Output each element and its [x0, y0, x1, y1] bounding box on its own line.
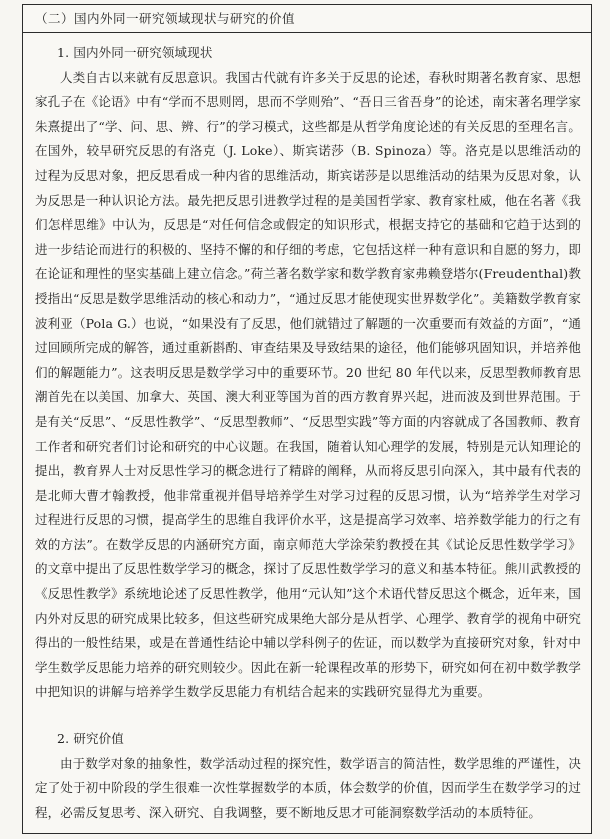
subsection-heading-value: 2. 研究价值	[57, 731, 124, 747]
subsection-heading-status: 1. 国内外同一研究领域现状	[57, 45, 213, 60]
document-body	[35, 41, 581, 825]
paragraph-status: 人类自古以来就有反思意识。我国古代就有许多关于反思的论述，春秋时期著名教育家、思想家孔子在《论语》中有“学而不思则罔，思而不学则殆”、“吾日三省吾身”的论述，南宋著名理学家朱熹提出了“学、问、思、辨、行”的学习模式，这些都是从哲学角度论述的有关反思的至理名言。在国外，较早研究反思的有洛克（J. Loke）、斯宾诺莎（B. Spinoza）等。洛克是以思维活动的过程为反思对象，把反思看成一种内省的思维活动，斯宾诺莎是以思维活动的结果为反思对象，认为反思是一种认识论方法。最先把反思引进教学过程的是美国哲学家、教育家杜威，他在名著《我们怎样思维》中认为，反思是“对任何信念或假定的知识形式，根据支持它的基础和它趋于达到的进一步结论而进行的积极的、坚持不懈的和仔细的考虑，它包括这样一种有意识和自愿的努力，即在论证和理性的坚实基础上建立信念。”荷兰著名数学家和数学教育家弗赖登塔尔(Freudenthal)教授指出“反思是数学思维活动的核心和动力”，“通过反思才能使现实世界数学化”。美籍数学教育家波利亚（Pola G.）也说，“如果没有了反思，他们就错过了解题的一次重要而有效益的方面”，“通过回顾所完成的解答，通过重新斟酌、审查结果及导致结果的途径，他们能够巩固知识，并培养他们的解题能力”。这表明反思是数学学习中的重要环节。20 世纪 80 年代以来，反思型教师教育思潮首先在以美国、加拿大、英国、澳大利亚等国为首的西方教育界兴起，进而波及到世界范围。于是有关“反思”、“反思性教学”、“反思型教师”、“反思型实践”等方面的内容就成了各国教师、教育工作者和研究者们讨论和研究的中心议题。在我国，随着认知心理学的发展，特别是元认知理论的提出，教育界人士对反思性学习的概念进行了精辟的阐释，从而将反思引向深入，其中最有代表的是北师大曹才翰教授，他非常重视并倡导培养学生对学习过程的反思习惯，认为“培养学生对学习过程进行反思的习惯，提高学生的思维自我评价水平，这是提高学习效率、培养数学能力的行之有效的方法”。在数学反思的内涵研究方面，南京师范大学涂荣豹教授在其《试论反思性数学学习》的文章中提出了反思性数学学习的概念，探讨了反思性数学学习的意义和基本特征。熊川武教授的《反思性教学》系统地论述了反思性教学，他用“元认知”这个术语代替反思这个概念，近年来，国内外对反思的研究成果比较多，但这些研究成果绝大部分是从哲学、心理学、教育学的视角中研究得出的一般性结果，或是在普通性结论中辅以学科例子的佐证，而以数学为直接研究对象，针对中学生数学反思能力培养的研究则较少。因此在新一轮课程改革的形势下，研究如何在初中数学教学中把知识的讲解与培养学生数学反思能力有机结合起来的实践研究显得尤为重要。	[35, 69, 581, 700]
paragraph-gap	[35, 705, 581, 727]
table-frame	[22, 4, 592, 834]
section-title: （二）国内外同一研究领域现状与研究的价值	[23, 5, 591, 33]
paragraph-value: 由于数学对象的抽象性，数学活动过程的探究性，数学语言的简洁性，数学思维的严谨性，决定了处于初中阶段的学生很难一次性掌握数学的本质，体会数学的价值，因而学生在数学学习的过程，必需反复思考、深入研究、自我调整，要不断地反思才可能洞察数学活动的本质特征。	[35, 755, 581, 820]
